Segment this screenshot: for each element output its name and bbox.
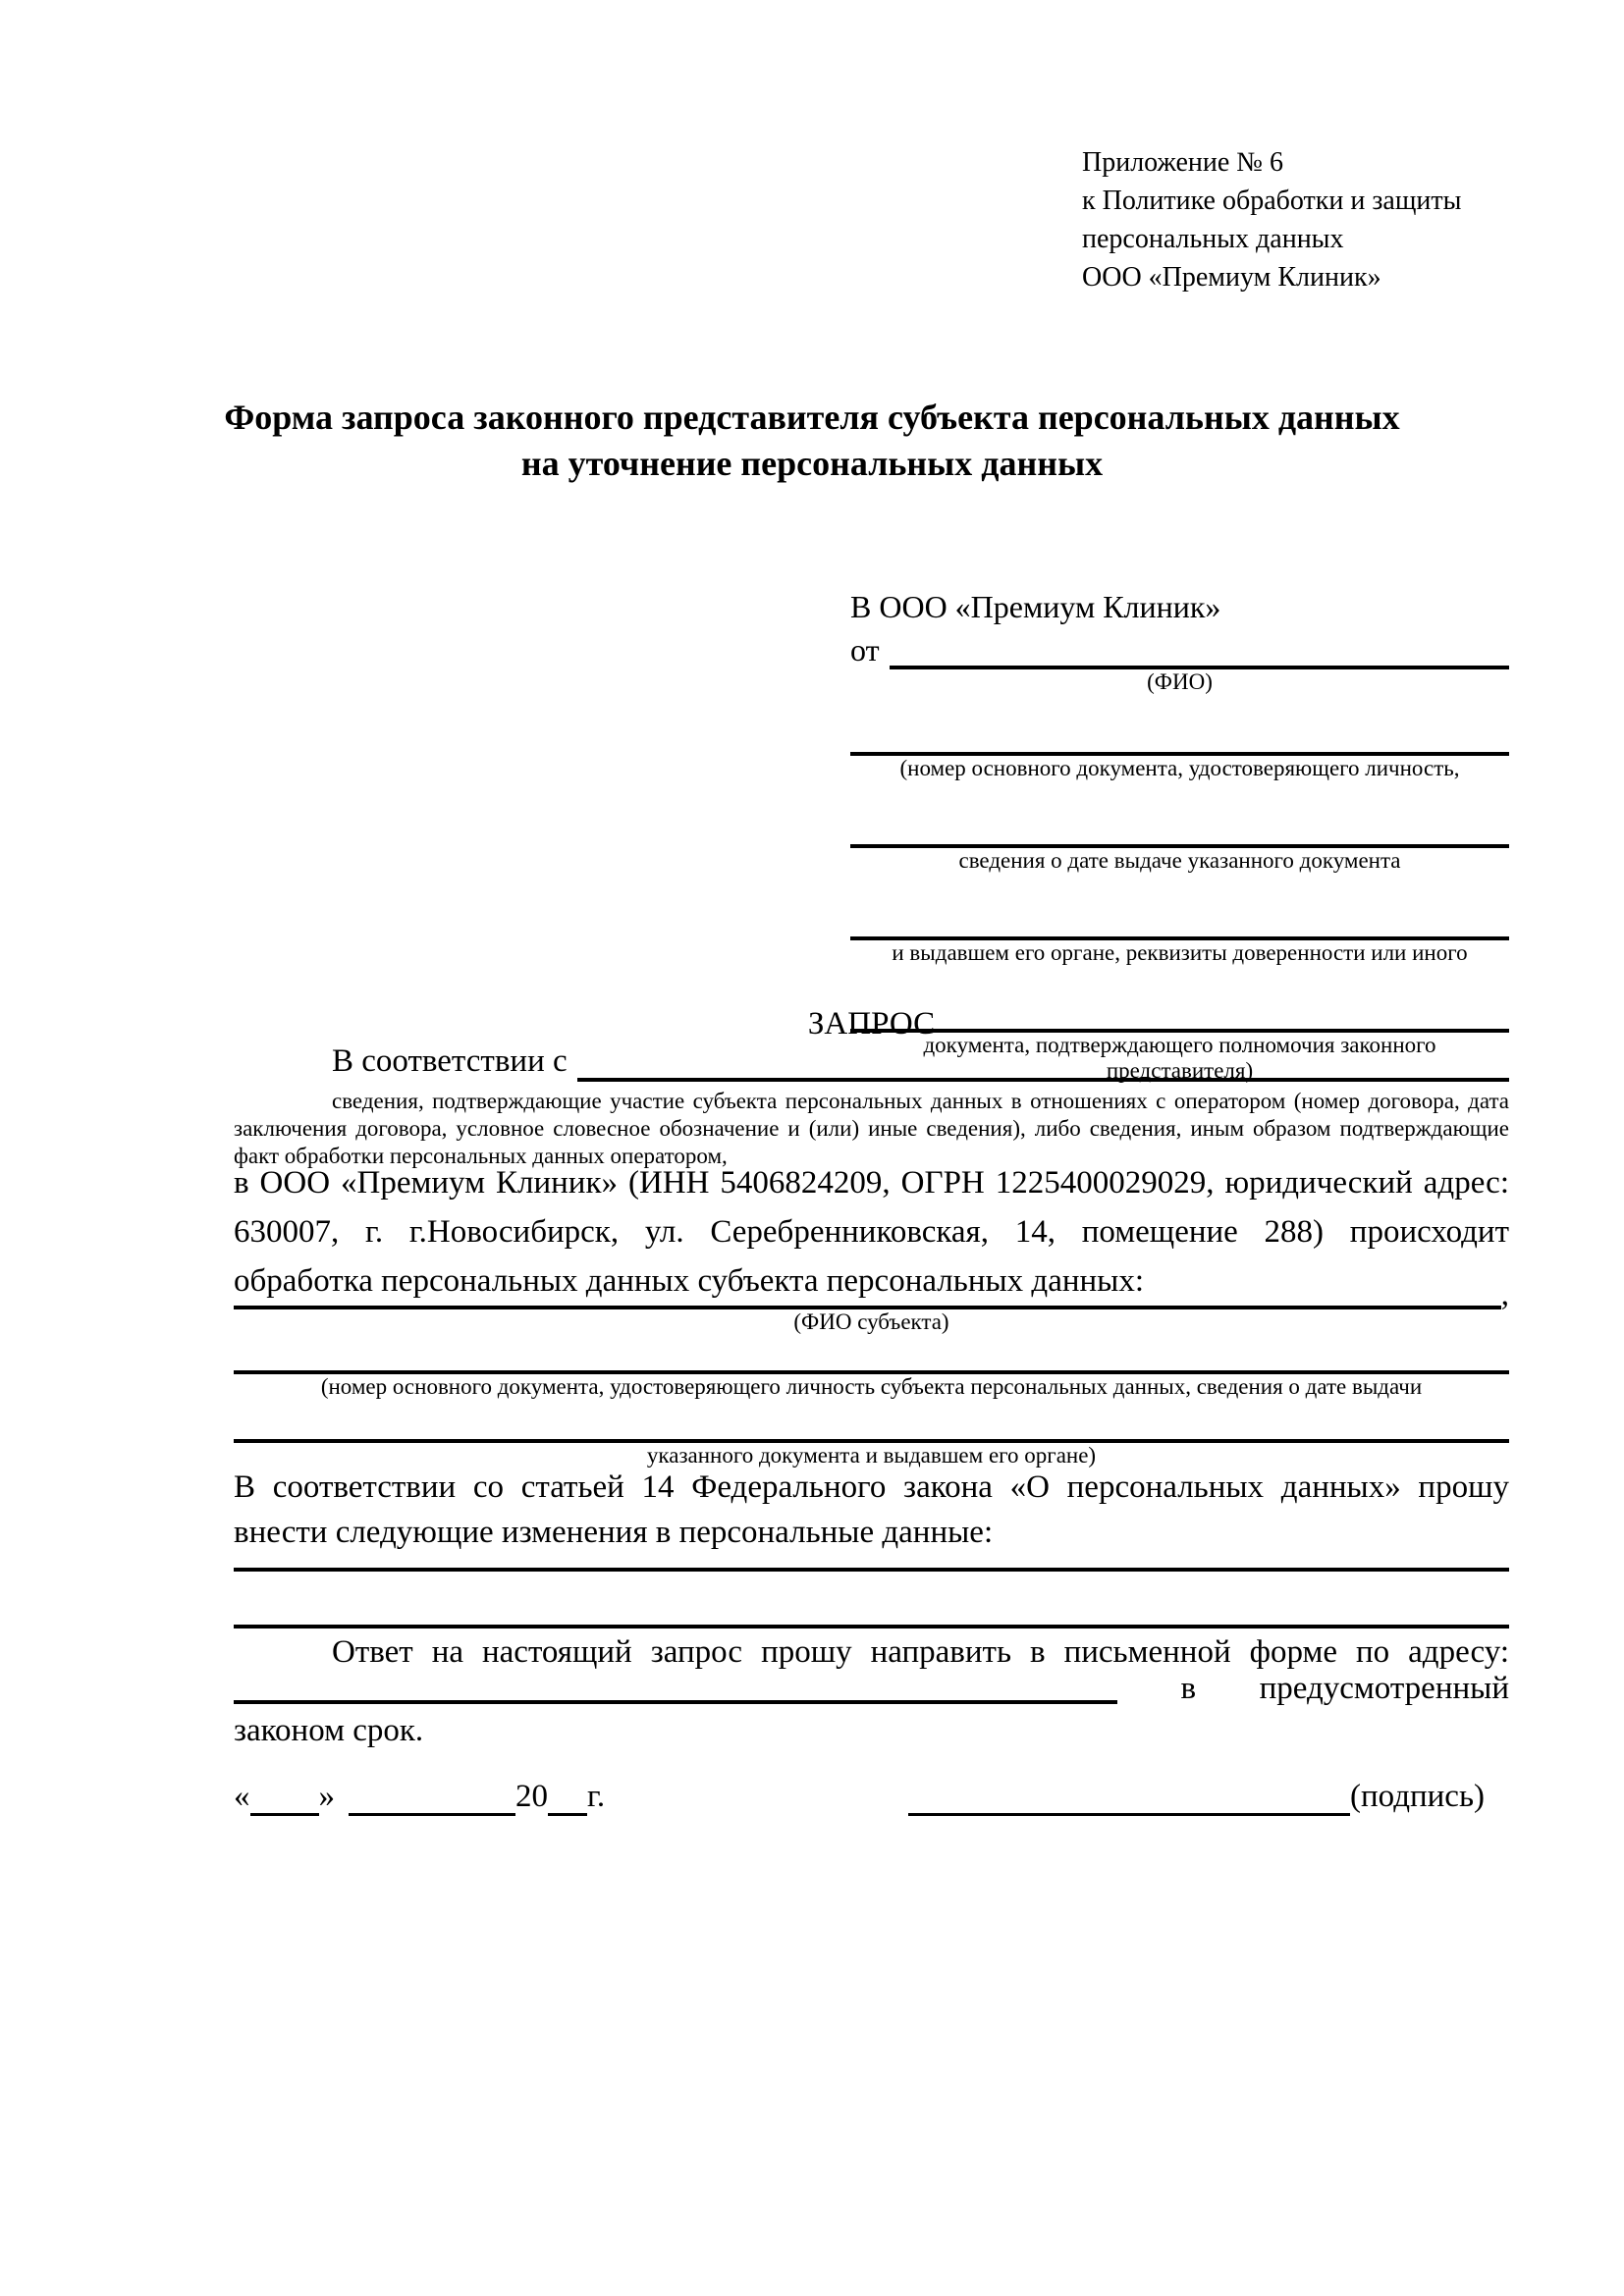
- date-open-quote: «: [234, 1779, 250, 1814]
- date-close-quote: »: [318, 1779, 335, 1814]
- subject-doc-caption-2: указанного документа и выдавшем его органе): [646, 1443, 1097, 1468]
- appendix-header-line-1: Приложение № 6: [1082, 147, 1283, 178]
- subject-block: [234, 1277, 1509, 1468]
- representative-doc-blank-line-1: [850, 724, 1509, 756]
- changes-blank-line-2: [234, 1583, 1509, 1629]
- representative-doc-caption-4: документа, подтверждающего полномочия законного представителя): [923, 1033, 1436, 1083]
- representative-doc-caption-2: сведения о дате выдаче указанного документа: [958, 848, 1401, 873]
- basis-footnote: сведения, подтверждающие участие субъекта персональных данных в отношениях с оператором (номер договора, дата заключения договора, условное словесное обозначение и (или) иные сведения), либо сведения, иным образом подтверждающие факт обработки персональных данных оператором,: [234, 1089, 1509, 1168]
- appendix-header-line-4: ООО «Премиум Клиник»: [1082, 262, 1381, 293]
- reply-word-1: в: [1180, 1671, 1197, 1706]
- date-signature-row: [234, 1777, 1485, 1816]
- signature-caption: (подпись): [1350, 1779, 1485, 1814]
- reply-intro-line: Ответ на настоящий запрос прошу направить в письменной форме по адресу:: [332, 1634, 1509, 1670]
- date-day-blank: [250, 1780, 319, 1816]
- law-paragraph: В соответствии со статьей 14 Федерального закона «О персональных данных» прошу внести следующие изменения в персональные данные:: [234, 1469, 1509, 1550]
- representative-doc-caption-3: и выдавшем его органе, реквизиты доверенности или иного: [892, 940, 1468, 965]
- document-title-line-1: Форма запроса законного представителя субъекта персональных данных: [224, 398, 1400, 437]
- addressee-to: В ООО «Премиум Клиник»: [850, 589, 1221, 624]
- subject-fio-caption: (ФИО субъекта): [793, 1309, 949, 1334]
- reply-word-2: предусмотренный: [1259, 1671, 1509, 1706]
- reply-end-line: законом срок.: [234, 1713, 424, 1748]
- date-year-blank: [548, 1780, 587, 1816]
- date-year-prefix: 20: [515, 1779, 548, 1814]
- address-blank-line: [234, 1671, 1117, 1704]
- signature-blank-line: [908, 1780, 1350, 1816]
- subject-fio-trailing-comma: ,: [1500, 1277, 1509, 1312]
- representative-doc-blank-line-2: [850, 817, 1509, 848]
- date-group: [234, 1777, 605, 1816]
- appendix-header: [1082, 143, 1461, 296]
- representative-doc-caption-1: (номер основного документа, удостоверяющего личность,: [899, 756, 1460, 780]
- appendix-header-line-3: персональных данных: [1082, 224, 1344, 254]
- reply-address-row: [234, 1673, 1509, 1704]
- subject-doc-blank-line-2: [234, 1400, 1509, 1443]
- intro-label: В соответствии с: [332, 1043, 568, 1079]
- addressee-from-row: [850, 630, 1509, 669]
- subject-doc-caption-1: (номер основного документа, удостоверяющего личность субъекта персональных данных, сведения о дате выдачи: [320, 1374, 1423, 1399]
- subject-fio-row: [234, 1277, 1509, 1312]
- date-month-blank: [349, 1780, 515, 1816]
- signature-group: [908, 1777, 1485, 1816]
- from-label: от: [850, 632, 880, 667]
- subject-doc-blank-line-1: [234, 1335, 1509, 1374]
- date-year-suffix: г.: [587, 1779, 606, 1814]
- request-heading: ЗАПРОС: [807, 1006, 936, 1041]
- request-intro-row: [234, 1041, 1509, 1082]
- appendix-header-line-2: к Политике обработки и защиты: [1082, 186, 1462, 216]
- document-title-line-2: на уточнение персональных данных: [520, 444, 1104, 483]
- changes-blank-line-1: [234, 1526, 1509, 1572]
- paragraph-indent: [234, 1041, 332, 1082]
- document-title: [115, 395, 1509, 487]
- representative-doc-blank-line-3: [850, 909, 1509, 940]
- representative-fio-caption: (ФИО): [1147, 669, 1213, 694]
- operator-paragraph: в ООО «Премиум Клиник» (ИНН 5406824209, ОГРН 1225400029029, юридический адрес: 630007, г. г.Новосибирск, ул. Серебренниковская, 14, помещение 288) происходит обработка персональных данных субъекта персональных данных:: [234, 1165, 1509, 1299]
- basis-blank-line: [577, 1041, 1509, 1082]
